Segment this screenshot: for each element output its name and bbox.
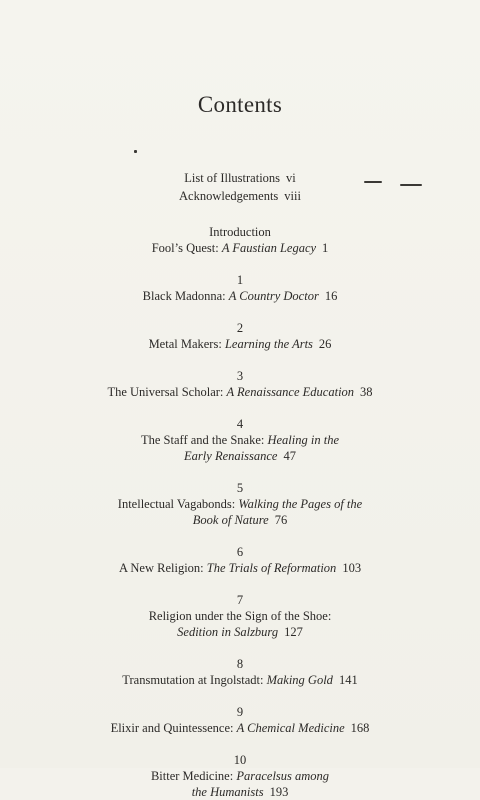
chapter-page: 141 <box>338 673 358 687</box>
chapter-line <box>0 496 480 512</box>
chapter-line <box>0 288 480 304</box>
toc-chapter-10 <box>0 752 480 800</box>
page-title: Contents <box>197 92 283 117</box>
chapter-page: 103 <box>342 561 362 575</box>
chapter-subtitle: Healing in the <box>267 433 339 447</box>
chapter-number: 5 <box>236 481 244 495</box>
toc-chapter-6 <box>0 544 480 576</box>
chapter-page: 168 <box>350 721 370 735</box>
chapter-number: 4 <box>236 417 244 431</box>
toc-chapter-introduction <box>0 224 480 256</box>
chapter-number: 3 <box>236 369 244 383</box>
chapter-title: Religion under the Sign of the Shoe: <box>148 609 332 623</box>
chapter-number: 6 <box>236 545 244 559</box>
chapter-page: 47 <box>283 449 296 463</box>
chapter-subtitle-continued: Early Renaissance <box>184 449 278 463</box>
toc-chapter-3 <box>0 368 480 400</box>
chapter-page: 26 <box>318 337 332 351</box>
chapter-line <box>0 560 480 576</box>
chapter-line <box>0 384 480 400</box>
chapter-line <box>0 608 480 624</box>
chapter-line <box>0 432 480 448</box>
chapter-subtitle: A Chemical Medicine <box>236 721 345 735</box>
chapter-page: 38 <box>360 385 373 399</box>
toc-entry-illustrations <box>0 170 480 186</box>
chapter-page: 193 <box>269 785 289 799</box>
chapter-number: 8 <box>236 657 244 671</box>
chapter-title: A New Religion: <box>118 561 204 575</box>
chapter-subtitle: A Renaissance Education <box>226 385 355 399</box>
toc-chapter-7 <box>0 592 480 640</box>
chapter-subtitle: Paracelsus among <box>236 769 330 783</box>
toc-entry-acknowledgements <box>0 188 480 204</box>
chapter-title: Fool’s Quest: <box>151 241 219 255</box>
toc-chapter-4 <box>0 416 480 464</box>
chapter-line <box>0 672 480 688</box>
toc-entry-title: Acknowledgements <box>179 189 279 203</box>
toc-entry-title: List of Illustrations <box>184 171 281 185</box>
chapter-subtitle-continued: the Humanists <box>191 785 264 799</box>
toc-chapter-5 <box>0 480 480 528</box>
chapter-number: 9 <box>236 705 244 719</box>
toc-chapter-8 <box>0 656 480 688</box>
ink-speck <box>134 150 137 153</box>
chapter-subtitle: A Country Doctor <box>228 289 319 303</box>
chapter-number: 10 <box>233 753 247 767</box>
chapter-title: Transmutation at Ingolstadt: <box>122 673 264 687</box>
chapter-page: 127 <box>284 625 303 639</box>
chapter-line-continued <box>0 512 480 528</box>
toc-entry-page: viii <box>284 189 301 203</box>
chapter-subtitle: The Trials of Reformation <box>206 561 337 575</box>
chapter-page: 1 <box>322 241 329 255</box>
toc-entry-page: vi <box>286 171 296 185</box>
table-of-contents <box>0 170 480 800</box>
chapter-title: Bitter Medicine: <box>150 769 234 783</box>
toc-chapter-2 <box>0 320 480 352</box>
chapter-line-continued <box>0 784 480 800</box>
chapter-title: Intellectual Vagabonds: <box>117 497 236 511</box>
chapter-number: 1 <box>236 273 244 287</box>
chapter-page: 76 <box>274 513 288 527</box>
chapter-title: Black Madonna: <box>142 289 226 303</box>
chapter-subtitle-continued: Sedition in Salzburg <box>177 625 279 639</box>
chapter-line <box>0 720 480 736</box>
chapter-line <box>0 768 480 784</box>
chapter-line-continued <box>0 624 480 640</box>
chapter-title: Metal Makers: <box>148 337 222 351</box>
chapter-title: The Universal Scholar: <box>107 385 224 399</box>
chapter-line <box>0 240 480 256</box>
chapter-subtitle-continued: Book of Nature <box>192 513 269 527</box>
chapter-subtitle: Walking the Pages of the <box>238 497 363 511</box>
chapter-title: The Staff and the Snake: <box>141 433 265 447</box>
toc-chapter-1 <box>0 272 480 304</box>
chapter-number: 7 <box>236 593 244 607</box>
chapter-line-continued <box>0 448 480 464</box>
chapter-subtitle: A Faustian Legacy <box>221 241 317 255</box>
chapter-page: 16 <box>324 289 338 303</box>
chapter-line <box>0 336 480 352</box>
toc-chapter-9 <box>0 704 480 736</box>
chapter-number: 2 <box>236 321 244 335</box>
chapter-number: Introduction <box>209 225 271 239</box>
chapter-subtitle: Learning the Arts <box>224 337 313 351</box>
chapter-title: Elixir and Quintessence: <box>110 721 234 735</box>
chapter-subtitle: Making Gold <box>266 673 333 687</box>
